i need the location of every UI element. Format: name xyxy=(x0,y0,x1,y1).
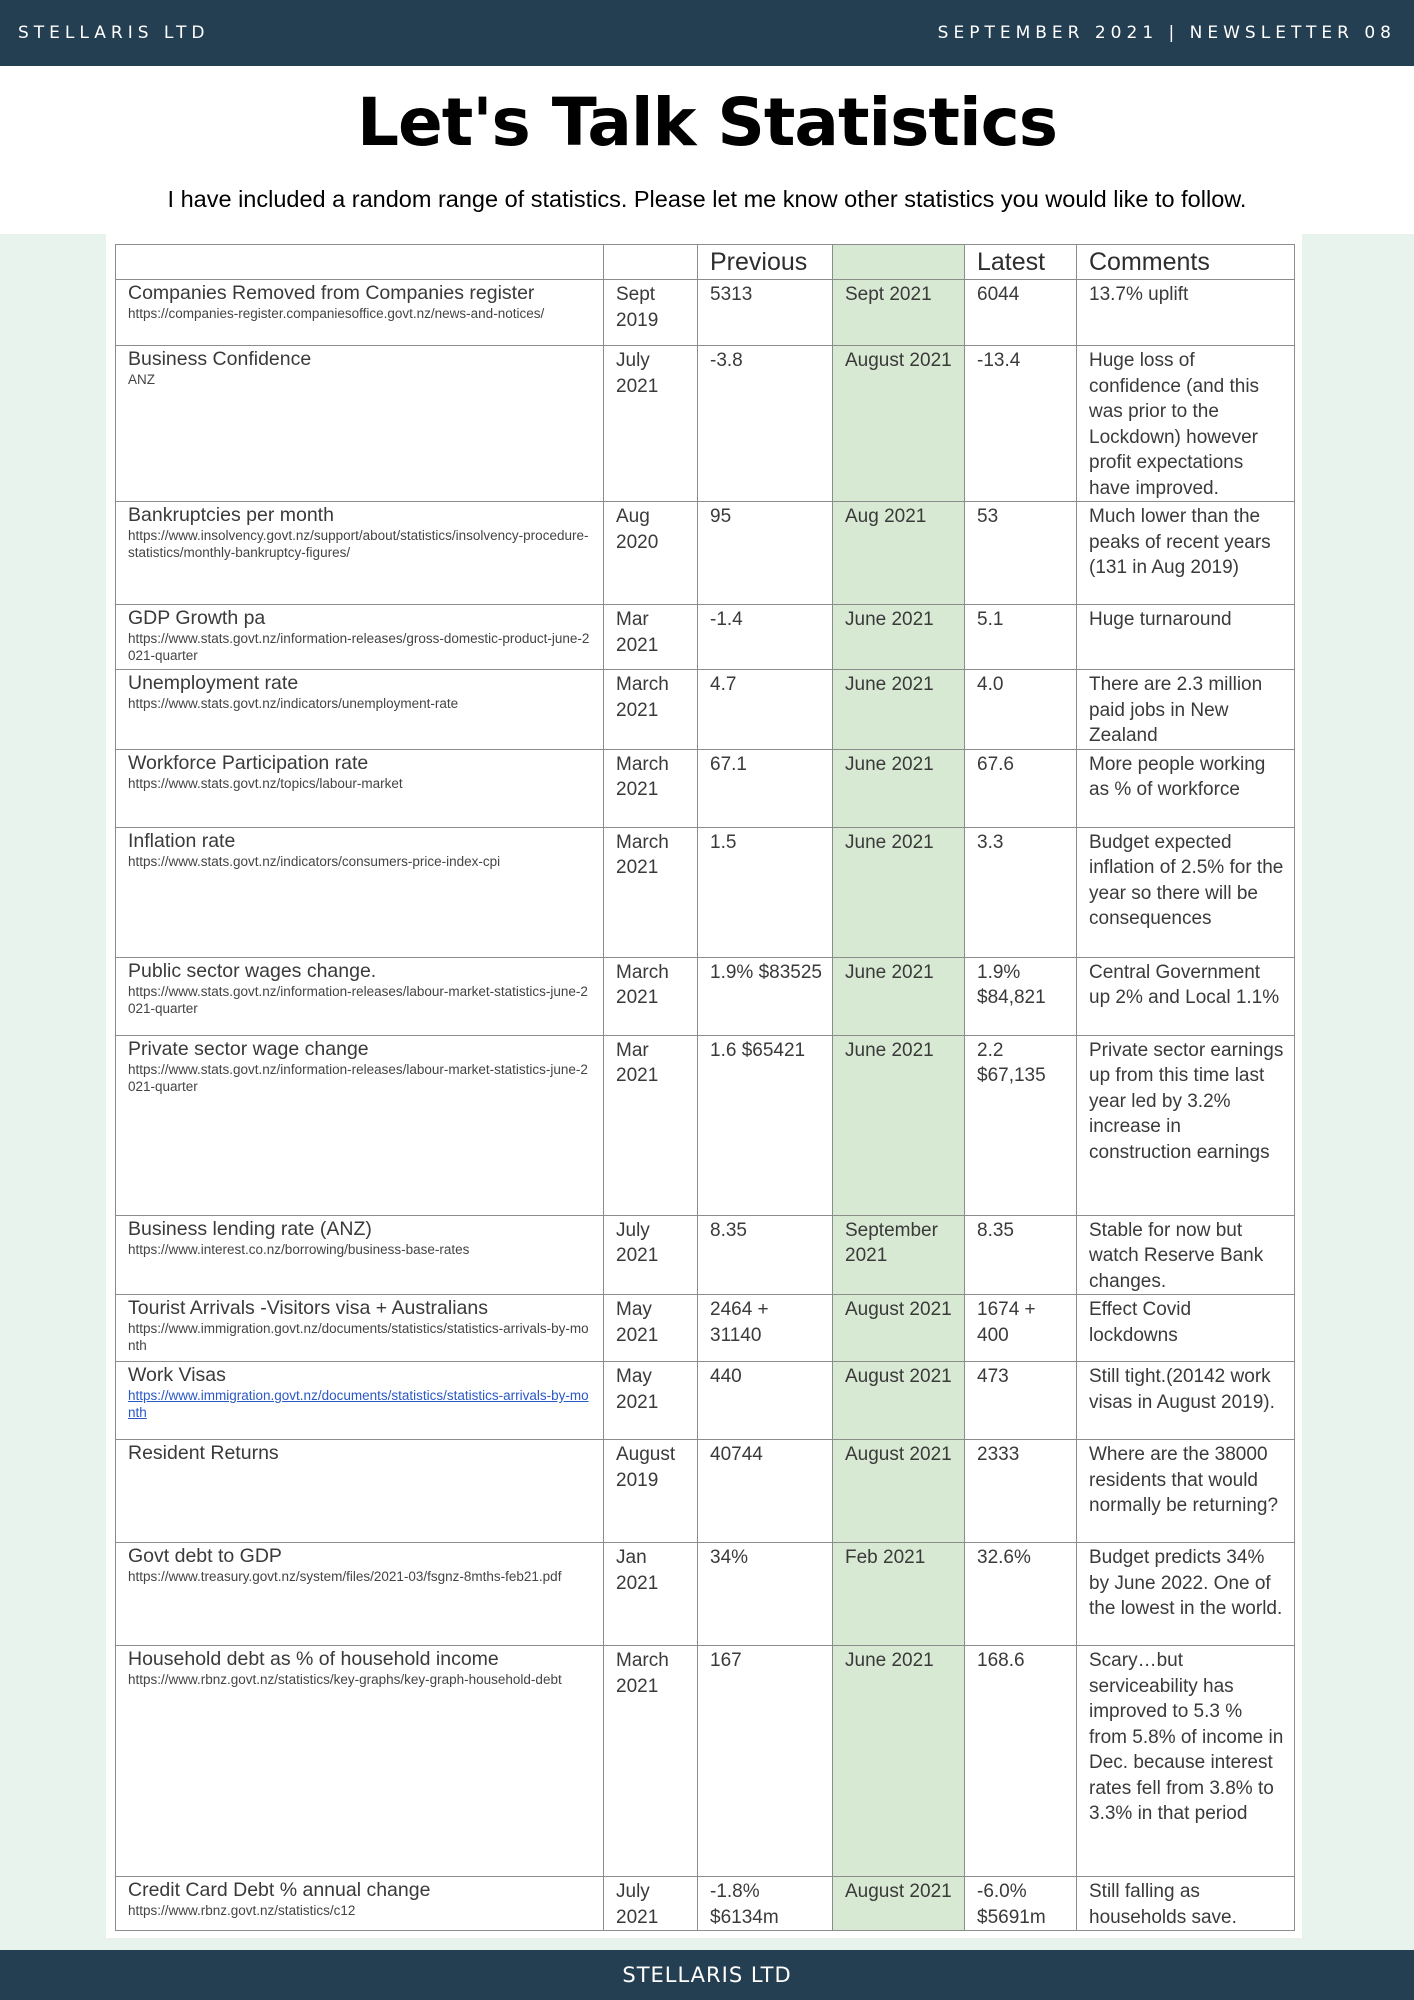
table-row xyxy=(116,749,1295,827)
metric-name: Unemployment rate xyxy=(128,672,299,694)
comment-cell: Budget predicts 34% by June 2022. One of the lowest in the world. xyxy=(1077,1543,1295,1646)
newsletter-header-bar xyxy=(0,0,1414,66)
previous-date-cell: May 2021 xyxy=(604,1362,698,1440)
company-name: STELLARIS LTD xyxy=(18,23,210,43)
previous-value-cell: 167 xyxy=(698,1646,833,1877)
latest-date-cell: Aug 2021 xyxy=(833,502,965,605)
source-text: https://www.interest.co.nz/borrowing/business-base-rates xyxy=(128,1241,470,1257)
previous-date-cell: March 2021 xyxy=(604,670,698,750)
source-text: https://www.treasury.govt.nz/system/files/2021-03/fsgnz-8mths-feb21.pdf xyxy=(128,1569,562,1584)
previous-value-cell: 2464 + 31140 xyxy=(698,1295,833,1362)
metric-cell xyxy=(116,605,604,670)
previous-date-cell: August 2019 xyxy=(604,1440,698,1543)
previous-value-cell: 1.6 $65421 xyxy=(698,1035,833,1215)
table-row xyxy=(116,1035,1295,1215)
latest-value-cell: 5.1 xyxy=(965,605,1077,670)
source-text: https://www.stats.govt.nz/indicators/unemployment-rate xyxy=(128,696,459,711)
previous-date-cell: Mar 2021 xyxy=(604,1035,698,1215)
table-row xyxy=(116,1295,1295,1362)
metric-name: Workforce Participation rate xyxy=(128,751,369,774)
latest-date-cell: Sept 2021 xyxy=(833,280,965,346)
latest-date-cell: June 2021 xyxy=(833,605,965,670)
previous-date-cell: March 2021 xyxy=(604,749,698,827)
table-row xyxy=(116,280,1295,346)
metric-name: Resident Returns xyxy=(128,1442,279,1464)
previous-value-cell: -3.8 xyxy=(698,346,833,502)
latest-value-cell: 53 xyxy=(965,502,1077,605)
source-text: ANZ xyxy=(128,372,155,387)
previous-value-cell: 4.7 xyxy=(698,670,833,750)
source-text: https://www.stats.govt.nz/indicators/consumers-price-index-cpi xyxy=(128,853,501,869)
latest-value-cell: 4.0 xyxy=(965,670,1077,750)
source-text: https://www.immigration.govt.nz/documents/statistics/statistics-arrivals-by-month xyxy=(128,1321,589,1353)
latest-value-cell: 67.6 xyxy=(965,749,1077,827)
previous-value-cell: -1.4 xyxy=(698,605,833,670)
header-cell-metric xyxy=(116,245,604,280)
comment-cell: Effect Covid lockdowns xyxy=(1077,1295,1295,1362)
comment-cell: There are 2.3 million paid jobs in New Zealand xyxy=(1077,670,1295,750)
metric-cell xyxy=(116,502,604,605)
header-cell-latest: Latest xyxy=(965,245,1077,280)
latest-date-cell: August 2021 xyxy=(833,1440,965,1543)
comment-cell: Central Government up 2% and Local 1.1% xyxy=(1077,957,1295,1035)
latest-value-cell: -6.0% $5691m xyxy=(965,1877,1077,1931)
metric-name: Credit Card Debt % annual change xyxy=(128,1879,431,1901)
header-cell-comments: Comments xyxy=(1077,245,1295,280)
metric-name: Bankruptcies per month xyxy=(128,504,334,526)
metric-name: Business lending rate (ANZ) xyxy=(128,1217,372,1240)
table-header-row xyxy=(116,245,1295,280)
metric-name: Tourist Arrivals -Visitors visa + Australians xyxy=(128,1297,488,1319)
latest-value-cell: -13.4 xyxy=(965,346,1077,502)
source-text: https://www.stats.govt.nz/topics/labour-market xyxy=(128,775,403,791)
metric-cell xyxy=(116,1440,604,1543)
source-text: https://www.stats.govt.nz/information-releases/gross-domestic-product-june-2021-quarter xyxy=(128,631,590,663)
table-row xyxy=(116,1543,1295,1646)
metric-name: Work Visas xyxy=(128,1364,226,1386)
previous-value-cell: 1.5 xyxy=(698,827,833,957)
latest-date-cell: June 2021 xyxy=(833,1646,965,1877)
latest-date-cell: June 2021 xyxy=(833,670,965,750)
latest-value-cell: 3.3 xyxy=(965,827,1077,957)
comment-cell: Scary…but serviceability has improved to 5.3 % from 5.8% of income in Dec. because interest rates fell from 3.8% to 3.3% in that period xyxy=(1077,1646,1295,1877)
latest-value-cell: 1.9% $84,821 xyxy=(965,957,1077,1035)
metric-cell xyxy=(116,1035,604,1215)
metric-name: Inflation rate xyxy=(128,829,236,852)
table-row xyxy=(116,605,1295,670)
table-row xyxy=(116,1440,1295,1543)
source-text: https://www.stats.govt.nz/information-releases/labour-market-statistics-june-2021-quarter xyxy=(128,1061,588,1094)
issue-info: SEPTEMBER 2021 | NEWSLETTER 08 xyxy=(937,23,1396,43)
table-row xyxy=(116,957,1295,1035)
table-row xyxy=(116,670,1295,750)
metric-cell xyxy=(116,1295,604,1362)
comment-cell: Stable for now but watch Reserve Bank changes. xyxy=(1077,1215,1295,1295)
previous-date-cell: March 2021 xyxy=(604,957,698,1035)
comment-cell: Huge loss of confidence (and this was prior to the Lockdown) however profit expectations have improved. xyxy=(1077,346,1295,502)
latest-date-cell: June 2021 xyxy=(833,957,965,1035)
latest-value-cell: 1674 + 400 xyxy=(965,1295,1077,1362)
previous-value-cell: 95 xyxy=(698,502,833,605)
previous-value-cell: 440 xyxy=(698,1362,833,1440)
metric-cell xyxy=(116,827,604,957)
comment-cell: 13.7% uplift xyxy=(1077,280,1295,346)
source-text: https://www.stats.govt.nz/information-releases/labour-market-statistics-june-2021-quarter xyxy=(128,983,588,1016)
latest-value-cell: 2333 xyxy=(965,1440,1077,1543)
statistics-table xyxy=(115,244,1295,1931)
metric-cell xyxy=(116,1543,604,1646)
previous-value-cell: 40744 xyxy=(698,1440,833,1543)
previous-date-cell: March 2021 xyxy=(604,1646,698,1877)
metric-cell xyxy=(116,1362,604,1440)
source-text: https://companies-register.companiesoffice.govt.nz/news-and-notices/ xyxy=(128,306,545,321)
metric-name: Public sector wages change. xyxy=(128,959,377,982)
latest-value-cell: 8.35 xyxy=(965,1215,1077,1295)
previous-date-cell: Sept 2019 xyxy=(604,280,698,346)
footer-bar xyxy=(0,1950,1414,2000)
latest-value-cell: 168.6 xyxy=(965,1646,1077,1877)
comment-cell: Budget expected inflation of 2.5% for the year so there will be consequences xyxy=(1077,827,1295,957)
previous-value-cell: 1.9% $83525 xyxy=(698,957,833,1035)
source-text: https://www.insolvency.govt.nz/support/about/statistics/insolvency-procedure-statistics/monthly-bankruptcy-figures/ xyxy=(128,528,589,560)
comment-cell: Where are the 38000 residents that would normally be returning? xyxy=(1077,1440,1295,1543)
latest-date-cell: August 2021 xyxy=(833,1295,965,1362)
table-row xyxy=(116,1877,1295,1931)
metric-name: Household debt as % of household income xyxy=(128,1648,499,1670)
previous-value-cell: 8.35 xyxy=(698,1215,833,1295)
metric-name: Govt debt to GDP xyxy=(128,1545,282,1567)
metric-cell xyxy=(116,346,604,502)
header-cell-prev-date xyxy=(604,245,698,280)
previous-date-cell: March 2021 xyxy=(604,827,698,957)
metric-cell xyxy=(116,280,604,346)
latest-value-cell: 2.2 $67,135 xyxy=(965,1035,1077,1215)
source-text: https://www.rbnz.govt.nz/statistics/c12 xyxy=(128,1903,356,1918)
latest-date-cell: June 2021 xyxy=(833,749,965,827)
metric-cell xyxy=(116,670,604,750)
metric-name: GDP Growth pa xyxy=(128,607,266,629)
latest-value-cell: 32.6% xyxy=(965,1543,1077,1646)
metric-name: Business Confidence xyxy=(128,348,312,370)
latest-date-cell: August 2021 xyxy=(833,1362,965,1440)
latest-date-cell: September 2021 xyxy=(833,1215,965,1295)
latest-date-cell: June 2021 xyxy=(833,1035,965,1215)
latest-date-cell: August 2021 xyxy=(833,346,965,502)
comment-cell: Private sector earnings up from this time last year led by 3.2% increase in construction earnings xyxy=(1077,1035,1295,1215)
metric-cell xyxy=(116,1215,604,1295)
comment-cell: Still falling as households save. xyxy=(1077,1877,1295,1931)
table-row xyxy=(116,1215,1295,1295)
previous-date-cell: July 2021 xyxy=(604,346,698,502)
table-row xyxy=(116,346,1295,502)
header-cell-latest-date xyxy=(833,245,965,280)
previous-date-cell: May 2021 xyxy=(604,1295,698,1362)
metric-cell xyxy=(116,1877,604,1931)
source-link[interactable]: https://www.immigration.govt.nz/documents/statistics/statistics-arrivals-by-month xyxy=(128,1388,589,1420)
metric-cell xyxy=(116,749,604,827)
latest-date-cell: Feb 2021 xyxy=(833,1543,965,1646)
metric-cell xyxy=(116,957,604,1035)
comment-cell: Still tight.(20142 work visas in August 2019). xyxy=(1077,1362,1295,1440)
latest-value-cell: 6044 xyxy=(965,280,1077,346)
header-cell-previous: Previous xyxy=(698,245,833,280)
page-subtitle: I have included a random range of statistics. Please let me know other statistics you would like to follow. xyxy=(167,186,1247,212)
page-title: Let's Talk Statistics xyxy=(356,84,1058,161)
comment-cell: More people working as % of workforce xyxy=(1077,749,1295,827)
latest-value-cell: 473 xyxy=(965,1362,1077,1440)
latest-date-cell: June 2021 xyxy=(833,827,965,957)
source-text: https://www.rbnz.govt.nz/statistics/key-graphs/key-graph-household-debt xyxy=(128,1672,562,1687)
metric-name: Private sector wage change xyxy=(128,1037,369,1060)
table-row xyxy=(116,1362,1295,1440)
comment-cell: Much lower than the peaks of recent years (131 in Aug 2019) xyxy=(1077,502,1295,605)
previous-date-cell: July 2021 xyxy=(604,1877,698,1931)
previous-date-cell: Jan 2021 xyxy=(604,1543,698,1646)
previous-date-cell: Mar 2021 xyxy=(604,605,698,670)
previous-value-cell: -1.8% $6134m xyxy=(698,1877,833,1931)
footer-company-name: STELLARIS LTD xyxy=(622,1963,792,1987)
previous-value-cell: 5313 xyxy=(698,280,833,346)
table-row xyxy=(116,827,1295,957)
previous-value-cell: 67.1 xyxy=(698,749,833,827)
metric-name: Companies Removed from Companies register xyxy=(128,282,535,304)
previous-date-cell: Aug 2020 xyxy=(604,502,698,605)
latest-date-cell: August 2021 xyxy=(833,1877,965,1931)
table-row xyxy=(116,502,1295,605)
previous-value-cell: 34% xyxy=(698,1543,833,1646)
table-row xyxy=(116,1646,1295,1877)
metric-cell xyxy=(116,1646,604,1877)
previous-date-cell: July 2021 xyxy=(604,1215,698,1295)
comment-cell: Huge turnaround xyxy=(1077,605,1295,670)
